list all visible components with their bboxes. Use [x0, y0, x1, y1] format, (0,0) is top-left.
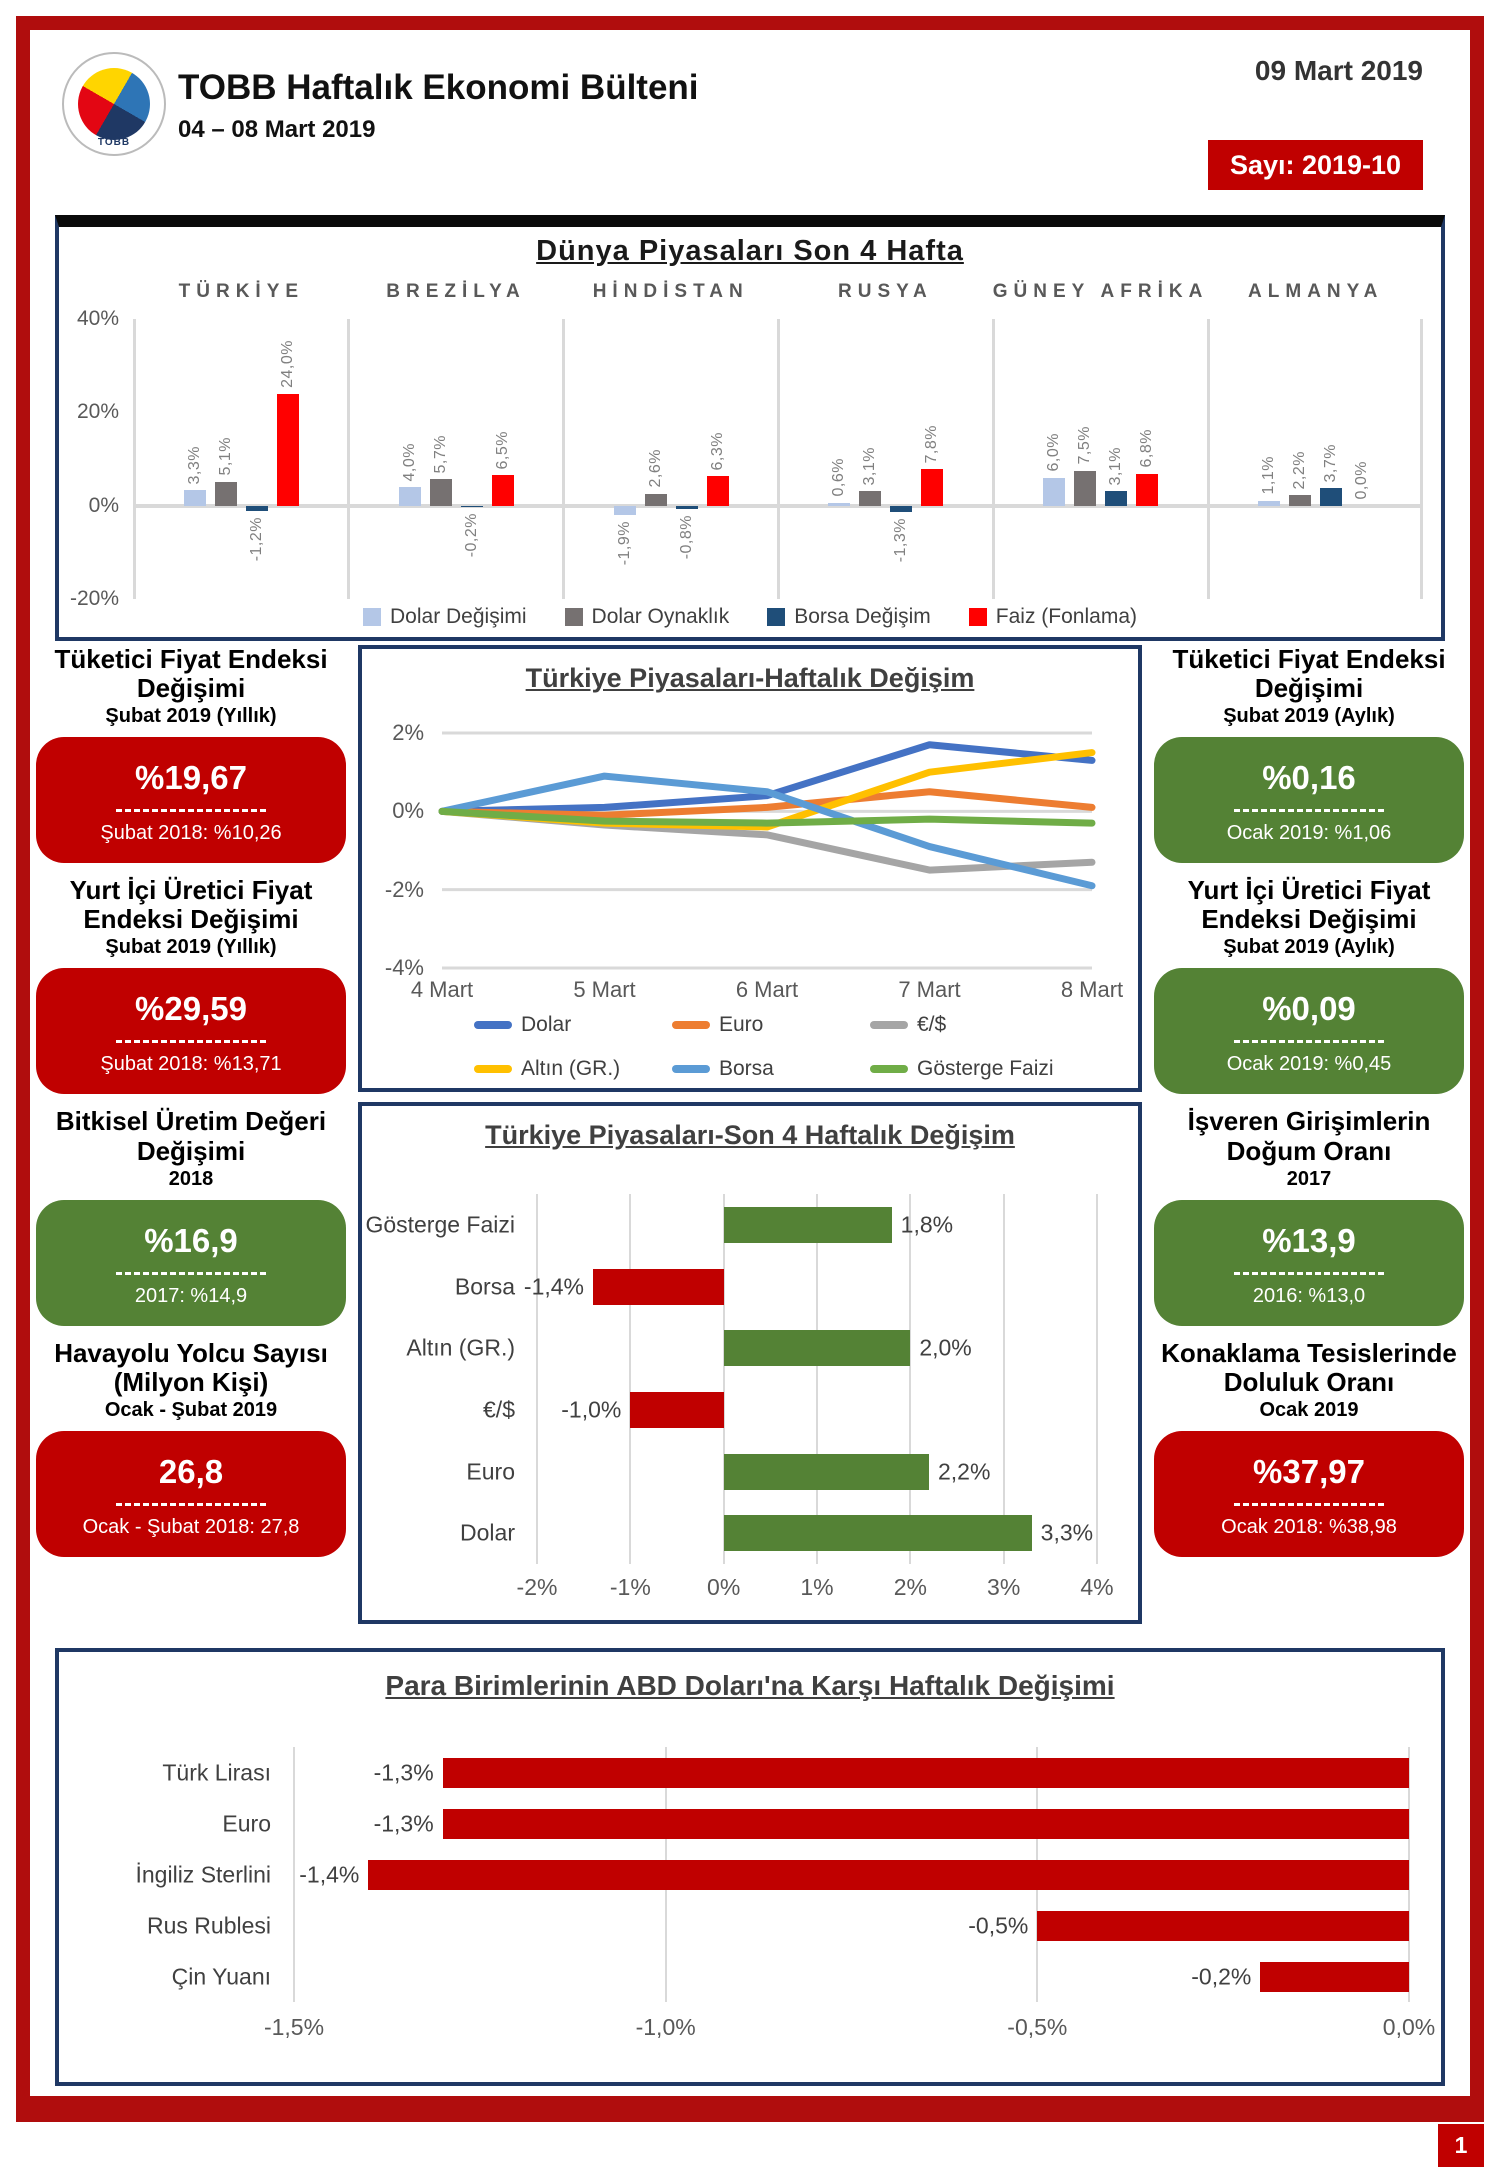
four-week-chart-categories — [362, 1194, 525, 1564]
line-chart-svg — [442, 733, 1092, 968]
card-divider — [116, 809, 266, 812]
bar-Faiz (Fonlama) — [707, 476, 729, 505]
card-title: Konaklama Tesislerinde Doluluk Oranı — [1161, 1337, 1457, 1397]
line-chart-legend — [474, 1013, 1110, 1081]
bar-Dolar Oynaklık — [1289, 495, 1311, 505]
card-title: Bitkisel Üretim Değeri Değişimi — [55, 1106, 327, 1166]
bar-value-label: 3,3% — [1040, 1519, 1094, 1546]
bar-Dolar Değişimi — [828, 503, 850, 506]
line-chart-plot — [442, 733, 1092, 968]
right-card-3 — [1154, 1339, 1464, 1557]
bar-value-label: 3,1% — [1107, 446, 1125, 486]
card-value-box — [1154, 737, 1464, 863]
bar-value-label: 6,5% — [493, 430, 511, 470]
bar-value-label: 2,6% — [646, 449, 664, 488]
bar-Dolar Değişimi — [1258, 501, 1280, 506]
y-tick-label: 0% — [88, 493, 119, 517]
card-divider — [116, 1040, 266, 1043]
card-previous-value: 2017: %14,9 — [134, 1284, 248, 1307]
card-previous-value: Ocak - Şubat 2018: 27,8 — [82, 1515, 300, 1538]
bar-Euro — [443, 1809, 1409, 1839]
currencies-chart-title: Para Birimlerinin ABD Doları'na Karşı Haftalık Değişimi — [385, 1670, 1115, 1701]
bar-Dolar Oynaklık — [1074, 471, 1096, 506]
bar-İngiliz Sterlini — [368, 1860, 1409, 1890]
bar-value-label: 6,8% — [1138, 429, 1156, 468]
y-tick-label: -2% — [384, 876, 424, 902]
card-title: Yurt İçi Üretici Fiyat Endeksi Değişimi — [69, 875, 313, 935]
legend-item — [969, 605, 1137, 629]
legend-item — [363, 605, 527, 629]
card-value-box — [36, 1431, 346, 1557]
world-chart-y-axis — [65, 307, 127, 610]
legend-item — [870, 1057, 1110, 1081]
legend-item — [870, 1013, 1110, 1037]
card-divider — [1234, 1272, 1384, 1275]
category-label: Euro — [222, 1810, 271, 1836]
bar-value-label: 2,2% — [1291, 450, 1309, 490]
card-previous-value: 2016: %13,0 — [1252, 1284, 1366, 1307]
card-current-value: 26,8 — [158, 1452, 224, 1490]
world-chart-country-labels — [134, 281, 1423, 303]
card-current-value: %16,9 — [144, 1221, 238, 1259]
bar-value-label: -1,4% — [523, 1273, 584, 1299]
bar-value-label: -1,0% — [561, 1396, 622, 1423]
card-period: Şubat 2019 (Aylık) — [1223, 936, 1395, 959]
category-label: İngiliz Sterlini — [135, 1861, 271, 1887]
card-current-value: %0,09 — [1262, 990, 1356, 1028]
card-period: Ocak - Şubat 2019 — [104, 1398, 278, 1421]
y-tick-label: -4% — [384, 955, 424, 980]
x-tick-label: -1,0% — [635, 2014, 696, 2040]
world-chart-title: Dünya Piyasaları Son 4 Hafta — [536, 235, 964, 267]
gridline — [1003, 1194, 1005, 1564]
tobb-logo-text: TOBB — [97, 137, 131, 148]
country-group-2 — [564, 319, 779, 599]
line-chart-y-axis — [372, 720, 434, 980]
x-tick-label: 0% — [707, 1574, 741, 1600]
bar-Gösterge Faizi — [724, 1207, 892, 1243]
bar-value-label: -1,2% — [247, 517, 265, 562]
legend-label: Dolar — [521, 1013, 572, 1036]
card-divider — [116, 1272, 266, 1275]
card-value-box — [36, 968, 346, 1094]
bar-€/$ — [630, 1392, 723, 1428]
bar-value-label: -0,8% — [677, 515, 695, 560]
bar-value-label: 24,0% — [278, 339, 296, 388]
x-tick-label: -0,5% — [1007, 2014, 1068, 2040]
country-label-4: GÜNEY AFRİKA — [992, 281, 1209, 302]
bar-Borsa Değişim — [1105, 491, 1127, 505]
bar-Dolar Değişimi — [1043, 478, 1065, 506]
legend-label: Dolar Değişimi — [390, 605, 527, 628]
bar-Türk Lirası — [443, 1758, 1409, 1788]
four-week-chart-x-axis — [516, 1574, 1114, 1604]
currencies-vs-usd-chart — [55, 1648, 1445, 2086]
y-tick-label: 0% — [392, 798, 424, 824]
card-current-value: %0,16 — [1262, 759, 1356, 797]
country-group-3 — [779, 319, 994, 599]
bar-Borsa Değişim — [246, 506, 268, 512]
y-tick-label: 40% — [76, 307, 119, 330]
y-tick-label: 20% — [76, 400, 119, 424]
category-label: Altın (GR.) — [406, 1334, 515, 1361]
legend-swatch — [565, 608, 583, 626]
legend-item — [474, 1013, 672, 1037]
gridline — [1096, 1194, 1098, 1564]
bar-Borsa Değişim — [890, 506, 912, 512]
x-tick-label: 4% — [1080, 1574, 1114, 1600]
legend-item — [565, 605, 730, 629]
right-card-0 — [1154, 645, 1464, 863]
bar-value-label: 7,8% — [923, 424, 941, 464]
x-tick-label: 1% — [800, 1574, 834, 1600]
left-card-3 — [36, 1339, 346, 1557]
line-chart-x-axis — [410, 977, 1124, 1005]
card-divider — [1234, 809, 1384, 812]
legend-label: Faiz (Fonlama) — [995, 605, 1137, 628]
turkey-weekly-line-chart — [358, 645, 1142, 1092]
card-title: Tüketici Fiyat Endeksi Değişimi — [54, 644, 328, 704]
card-period: 2017 — [1286, 1167, 1332, 1190]
country-group-5 — [1208, 319, 1423, 599]
bar-value-label: 5,1% — [216, 437, 234, 476]
x-tick-label: -2% — [516, 1574, 558, 1600]
card-value-box — [1154, 1200, 1464, 1326]
bar-Dolar Değişimi — [614, 506, 636, 515]
category-label: €/$ — [483, 1396, 515, 1423]
bar-Rus Rublesi — [1037, 1911, 1409, 1941]
left-card-1 — [36, 876, 346, 1094]
bar-value-label: 5,7% — [431, 434, 449, 474]
card-period: Ocak 2019 — [1259, 1398, 1359, 1421]
bar-value-label: -0,2% — [1191, 1963, 1252, 1989]
bar-value-label: -1,3% — [373, 1810, 434, 1836]
category-label: Borsa — [454, 1273, 515, 1299]
card-title: Havayolu Yolcu Sayısı (Milyon Kişi) — [54, 1337, 328, 1397]
turkey-four-week-bar-chart — [358, 1102, 1142, 1624]
legend-item — [672, 1057, 870, 1081]
bar-value-label: 3,3% — [185, 445, 203, 485]
country-group-1 — [349, 319, 564, 599]
bar-value-label: 1,8% — [900, 1211, 954, 1238]
card-value-box — [1154, 968, 1464, 1094]
category-label: Dolar — [460, 1519, 515, 1546]
bar-value-label: -1,4% — [299, 1861, 360, 1887]
legend-swatch — [969, 608, 987, 626]
world-chart-legend — [59, 605, 1441, 629]
country-label-2: HİNDİSTAN — [592, 281, 749, 302]
x-tick-label: 2% — [893, 1574, 927, 1600]
legend-swatch — [474, 1065, 512, 1073]
currencies-chart-categories — [59, 1747, 281, 2002]
legend-label: Altın (GR.) — [521, 1057, 621, 1080]
card-previous-value: Ocak 2019: %1,06 — [1226, 822, 1392, 845]
gridline — [293, 1747, 295, 2002]
line-chart-title: Türkiye Piyasaları-Haftalık Değişim — [525, 663, 975, 693]
gridline — [723, 1194, 725, 1564]
card-title: Yurt İçi Üretici Fiyat Endeksi Değişimi — [1187, 875, 1431, 935]
x-tick-label: 7 Mart — [898, 977, 961, 1002]
bar-Borsa Değişim — [461, 506, 483, 507]
card-current-value: %13,9 — [1262, 1221, 1356, 1259]
card-current-value: %19,67 — [135, 759, 247, 797]
legend-swatch — [870, 1021, 908, 1029]
country-group-4 — [993, 319, 1208, 599]
currencies-chart-plot — [294, 1747, 1409, 2002]
legend-swatch — [672, 1021, 710, 1029]
bar-value-label: 2,0% — [919, 1334, 972, 1361]
page-subtitle: 04 – 08 Mart 2019 — [178, 116, 376, 143]
x-tick-label: -1,5% — [263, 2014, 325, 2040]
legend-swatch — [672, 1065, 710, 1073]
bar-value-label: 6,0% — [1045, 433, 1063, 472]
category-label: Rus Rublesi — [147, 1912, 271, 1938]
tobb-logo-pinwheel — [78, 68, 150, 140]
bar-value-label: 3,7% — [1322, 443, 1340, 483]
legend-item — [672, 1013, 870, 1037]
bar-value-label: 7,5% — [1076, 426, 1094, 465]
card-current-value: %29,59 — [135, 990, 247, 1028]
bar-Dolar Oynaklık — [215, 482, 237, 506]
country-label-0: TÜRKİYE — [178, 281, 305, 302]
card-current-value: %37,97 — [1253, 1452, 1365, 1490]
x-tick-label: 6 Mart — [735, 977, 799, 1002]
bar-Dolar Oynaklık — [430, 479, 452, 506]
card-divider — [1234, 1040, 1384, 1043]
bar-Dolar Oynaklık — [859, 491, 881, 505]
card-previous-value: Ocak 2019: %0,45 — [1226, 1053, 1392, 1076]
card-period: Şubat 2019 (Aylık) — [1223, 705, 1395, 728]
card-divider — [116, 1503, 266, 1506]
world-markets-chart — [55, 215, 1445, 641]
country-label-3: RUSYA — [838, 281, 933, 302]
card-value-box — [36, 1200, 346, 1326]
gridline — [629, 1194, 631, 1564]
legend-label: Euro — [719, 1013, 764, 1036]
gridline — [909, 1194, 911, 1564]
right-card-2 — [1154, 1107, 1464, 1325]
four-week-chart-title: Türkiye Piyasaları-Son 4 Haftalık Değişim — [485, 1120, 1015, 1150]
left-card-2 — [36, 1107, 346, 1325]
card-value-box — [1154, 1431, 1464, 1557]
x-tick-label: -1% — [609, 1574, 651, 1600]
bar-value-label: -1,9% — [615, 520, 633, 565]
bar-Çin Yuanı — [1260, 1962, 1409, 1992]
legend-label: Dolar Oynaklık — [591, 605, 730, 628]
legend-label: Gösterge Faizi — [917, 1057, 1054, 1080]
right-card-1 — [1154, 876, 1464, 1094]
bar-Borsa Değişim — [676, 506, 698, 510]
card-title: Tüketici Fiyat Endeksi Değişimi — [1172, 644, 1446, 704]
page-number: 1 — [1438, 2124, 1484, 2167]
legend-item — [767, 605, 931, 629]
card-title: İşveren Girişimlerin Doğum Oranı — [1187, 1106, 1431, 1166]
bar-value-label: 2,2% — [938, 1458, 991, 1484]
x-tick-label: 8 Mart — [1060, 977, 1124, 1002]
tobb-logo — [62, 52, 166, 156]
country-group-0 — [134, 319, 349, 599]
legend-label: Borsa — [719, 1057, 774, 1080]
currencies-chart-x-axis — [263, 2014, 1436, 2044]
country-label-5: ALMANYA — [1248, 281, 1384, 302]
bar-value-label: 6,3% — [708, 431, 726, 471]
card-period: Şubat 2019 (Yıllık) — [105, 936, 277, 959]
bar-Faiz (Fonlama) — [1136, 474, 1158, 506]
bar-Dolar Oynaklık — [645, 494, 667, 506]
legend-item — [474, 1057, 672, 1081]
bar-value-label: -1,3% — [892, 517, 910, 563]
legend-swatch — [767, 608, 785, 626]
publication-date: 09 Mart 2019 — [1254, 55, 1423, 86]
card-previous-value: Şubat 2018: %13,71 — [100, 1053, 282, 1076]
bar-value-label: 0,0% — [1353, 461, 1371, 500]
bar-Faiz (Fonlama) — [492, 475, 514, 505]
bar-Dolar Değişimi — [399, 487, 421, 506]
bar-value-label: -0,2% — [462, 512, 480, 557]
gridline — [816, 1194, 818, 1564]
left-indicator-cards — [36, 645, 346, 1570]
four-week-chart-plot — [523, 1194, 1097, 1564]
legend-swatch — [363, 608, 381, 626]
world-chart-plot — [134, 319, 1423, 599]
y-tick-label: -20% — [69, 587, 119, 610]
card-period: 2018 — [168, 1167, 214, 1190]
x-tick-label: 3% — [987, 1574, 1021, 1600]
y-tick-label: 2% — [392, 720, 424, 745]
category-label: Gösterge Faizi — [365, 1211, 515, 1238]
issue-badge: Sayı: 2019-10 — [1208, 140, 1423, 190]
card-previous-value: Şubat 2018: %10,26 — [100, 822, 282, 845]
card-period: Şubat 2019 (Yıllık) — [105, 705, 277, 728]
bar-Dolar — [724, 1515, 1032, 1551]
category-label: Euro — [466, 1458, 515, 1484]
bar-Faiz (Fonlama) — [277, 394, 299, 506]
bar-Dolar Değişimi — [184, 490, 206, 505]
category-label: Çin Yuanı — [171, 1963, 271, 1989]
legend-swatch — [870, 1065, 908, 1073]
bar-Euro — [724, 1454, 929, 1490]
bar-Borsa — [593, 1269, 724, 1305]
bar-Faiz (Fonlama) — [921, 469, 943, 505]
right-indicator-cards — [1154, 645, 1464, 1570]
bar-value-label: 3,1% — [861, 446, 879, 486]
legend-label: €/$ — [917, 1013, 947, 1036]
category-label: Türk Lirası — [162, 1759, 271, 1785]
gridline — [536, 1194, 538, 1564]
card-divider — [1234, 1503, 1384, 1506]
x-tick-label: 5 Mart — [573, 977, 636, 1002]
bar-Borsa Değişim — [1320, 488, 1342, 505]
x-tick-label: 4 Mart — [410, 977, 474, 1002]
x-tick-label: 0,0% — [1382, 2014, 1436, 2040]
bar-value-label: 1,1% — [1260, 456, 1278, 495]
bar-value-label: -1,3% — [373, 1759, 434, 1785]
bar-value-label: -0,5% — [968, 1912, 1029, 1938]
country-label-1: BREZİLYA — [386, 281, 526, 302]
page-title: TOBB Haftalık Ekonomi Bülteni — [178, 68, 699, 107]
card-previous-value: Ocak 2018: %38,98 — [1221, 1515, 1397, 1538]
bar-value-label: 0,6% — [830, 458, 848, 497]
bar-value-label: 4,0% — [400, 442, 418, 481]
left-card-0 — [36, 645, 346, 863]
card-value-box — [36, 737, 346, 863]
legend-swatch — [474, 1021, 512, 1029]
legend-label: Borsa Değişim — [794, 605, 931, 628]
bar-Altın (GR.) — [724, 1330, 911, 1366]
